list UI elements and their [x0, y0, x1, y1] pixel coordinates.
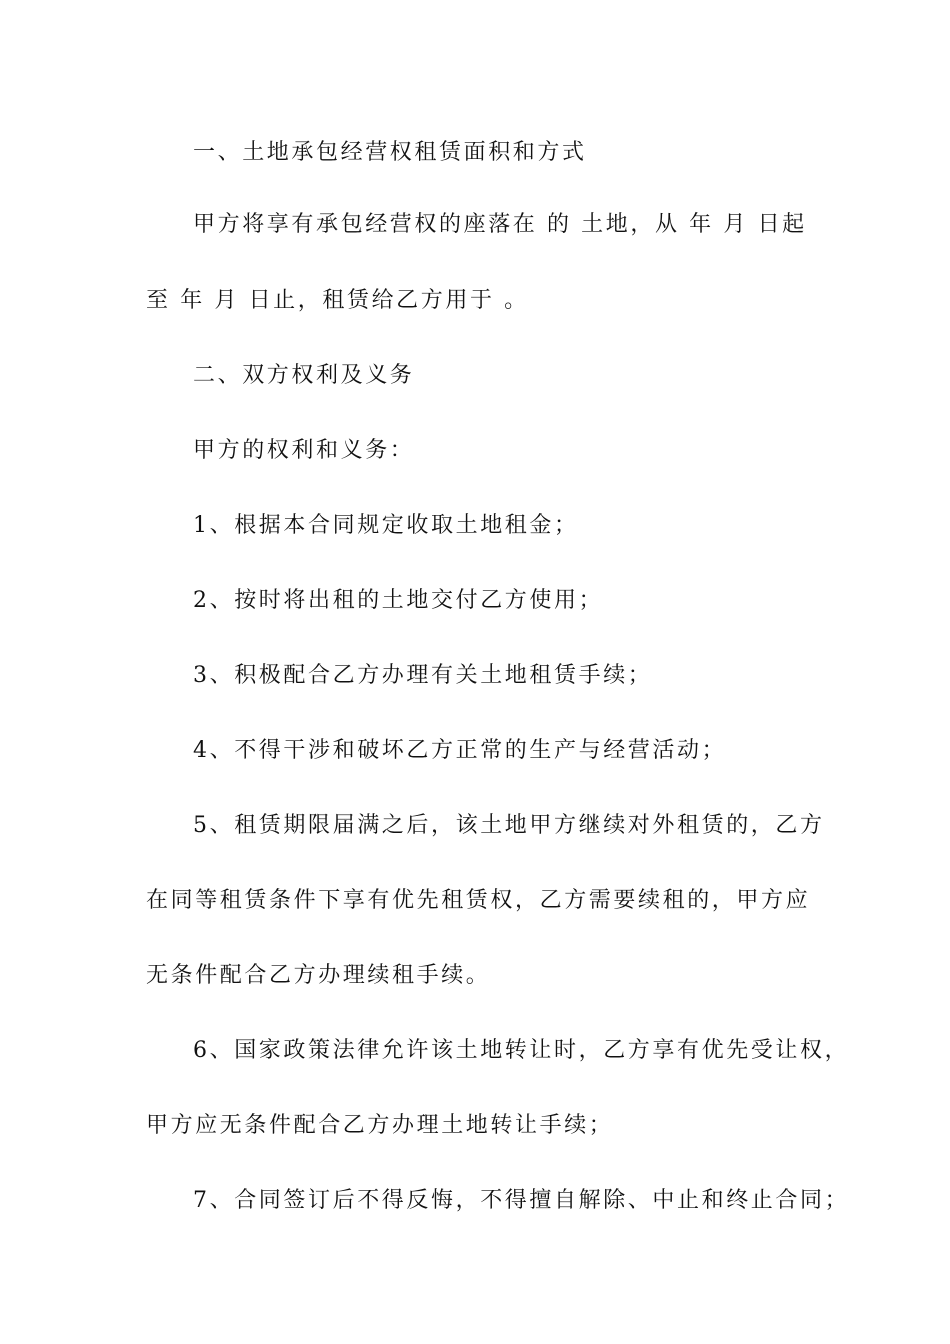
list-item: 1、根据本合同规定收取土地租金； — [193, 513, 579, 538]
subsection-heading: 甲方的权利和义务： — [193, 438, 415, 463]
list-item: 4、不得干涉和破坏乙方正常的生产与经营活动； — [193, 738, 727, 763]
paragraph-line: 甲方应无条件配合乙方办理土地转让手续； — [146, 1113, 614, 1138]
section-heading-one: 一、土地承包经营权租赁面积和方式 — [193, 140, 587, 165]
section-heading-two: 二、双方权利及义务 — [193, 363, 415, 388]
list-item: 6、国家政策法律允许该土地转让时，乙方享有优先受让权， — [193, 1038, 850, 1063]
paragraph-line: 甲方将享有承包经营权的座落在 的 土地，从 年 月 日起 — [193, 212, 807, 237]
list-item: 5、租赁期限届满之后，该土地甲方继续对外租赁的，乙方 — [193, 813, 825, 838]
list-item: 2、按时将出租的土地交付乙方使用； — [193, 588, 604, 613]
list-item: 3、积极配合乙方办理有关土地租赁手续； — [193, 663, 653, 688]
paragraph-line: 在同等租赁条件下享有优先租赁权，乙方需要续租的，甲方应 — [146, 888, 811, 913]
paragraph-line: 无条件配合乙方办理续租手续。 — [146, 963, 491, 988]
paragraph-line: 至 年 月 日止，租赁给乙方用于 。 — [146, 288, 529, 313]
list-item: 7、合同签订后不得反悔，不得擅自解除、中止和终止合同； — [193, 1188, 850, 1213]
